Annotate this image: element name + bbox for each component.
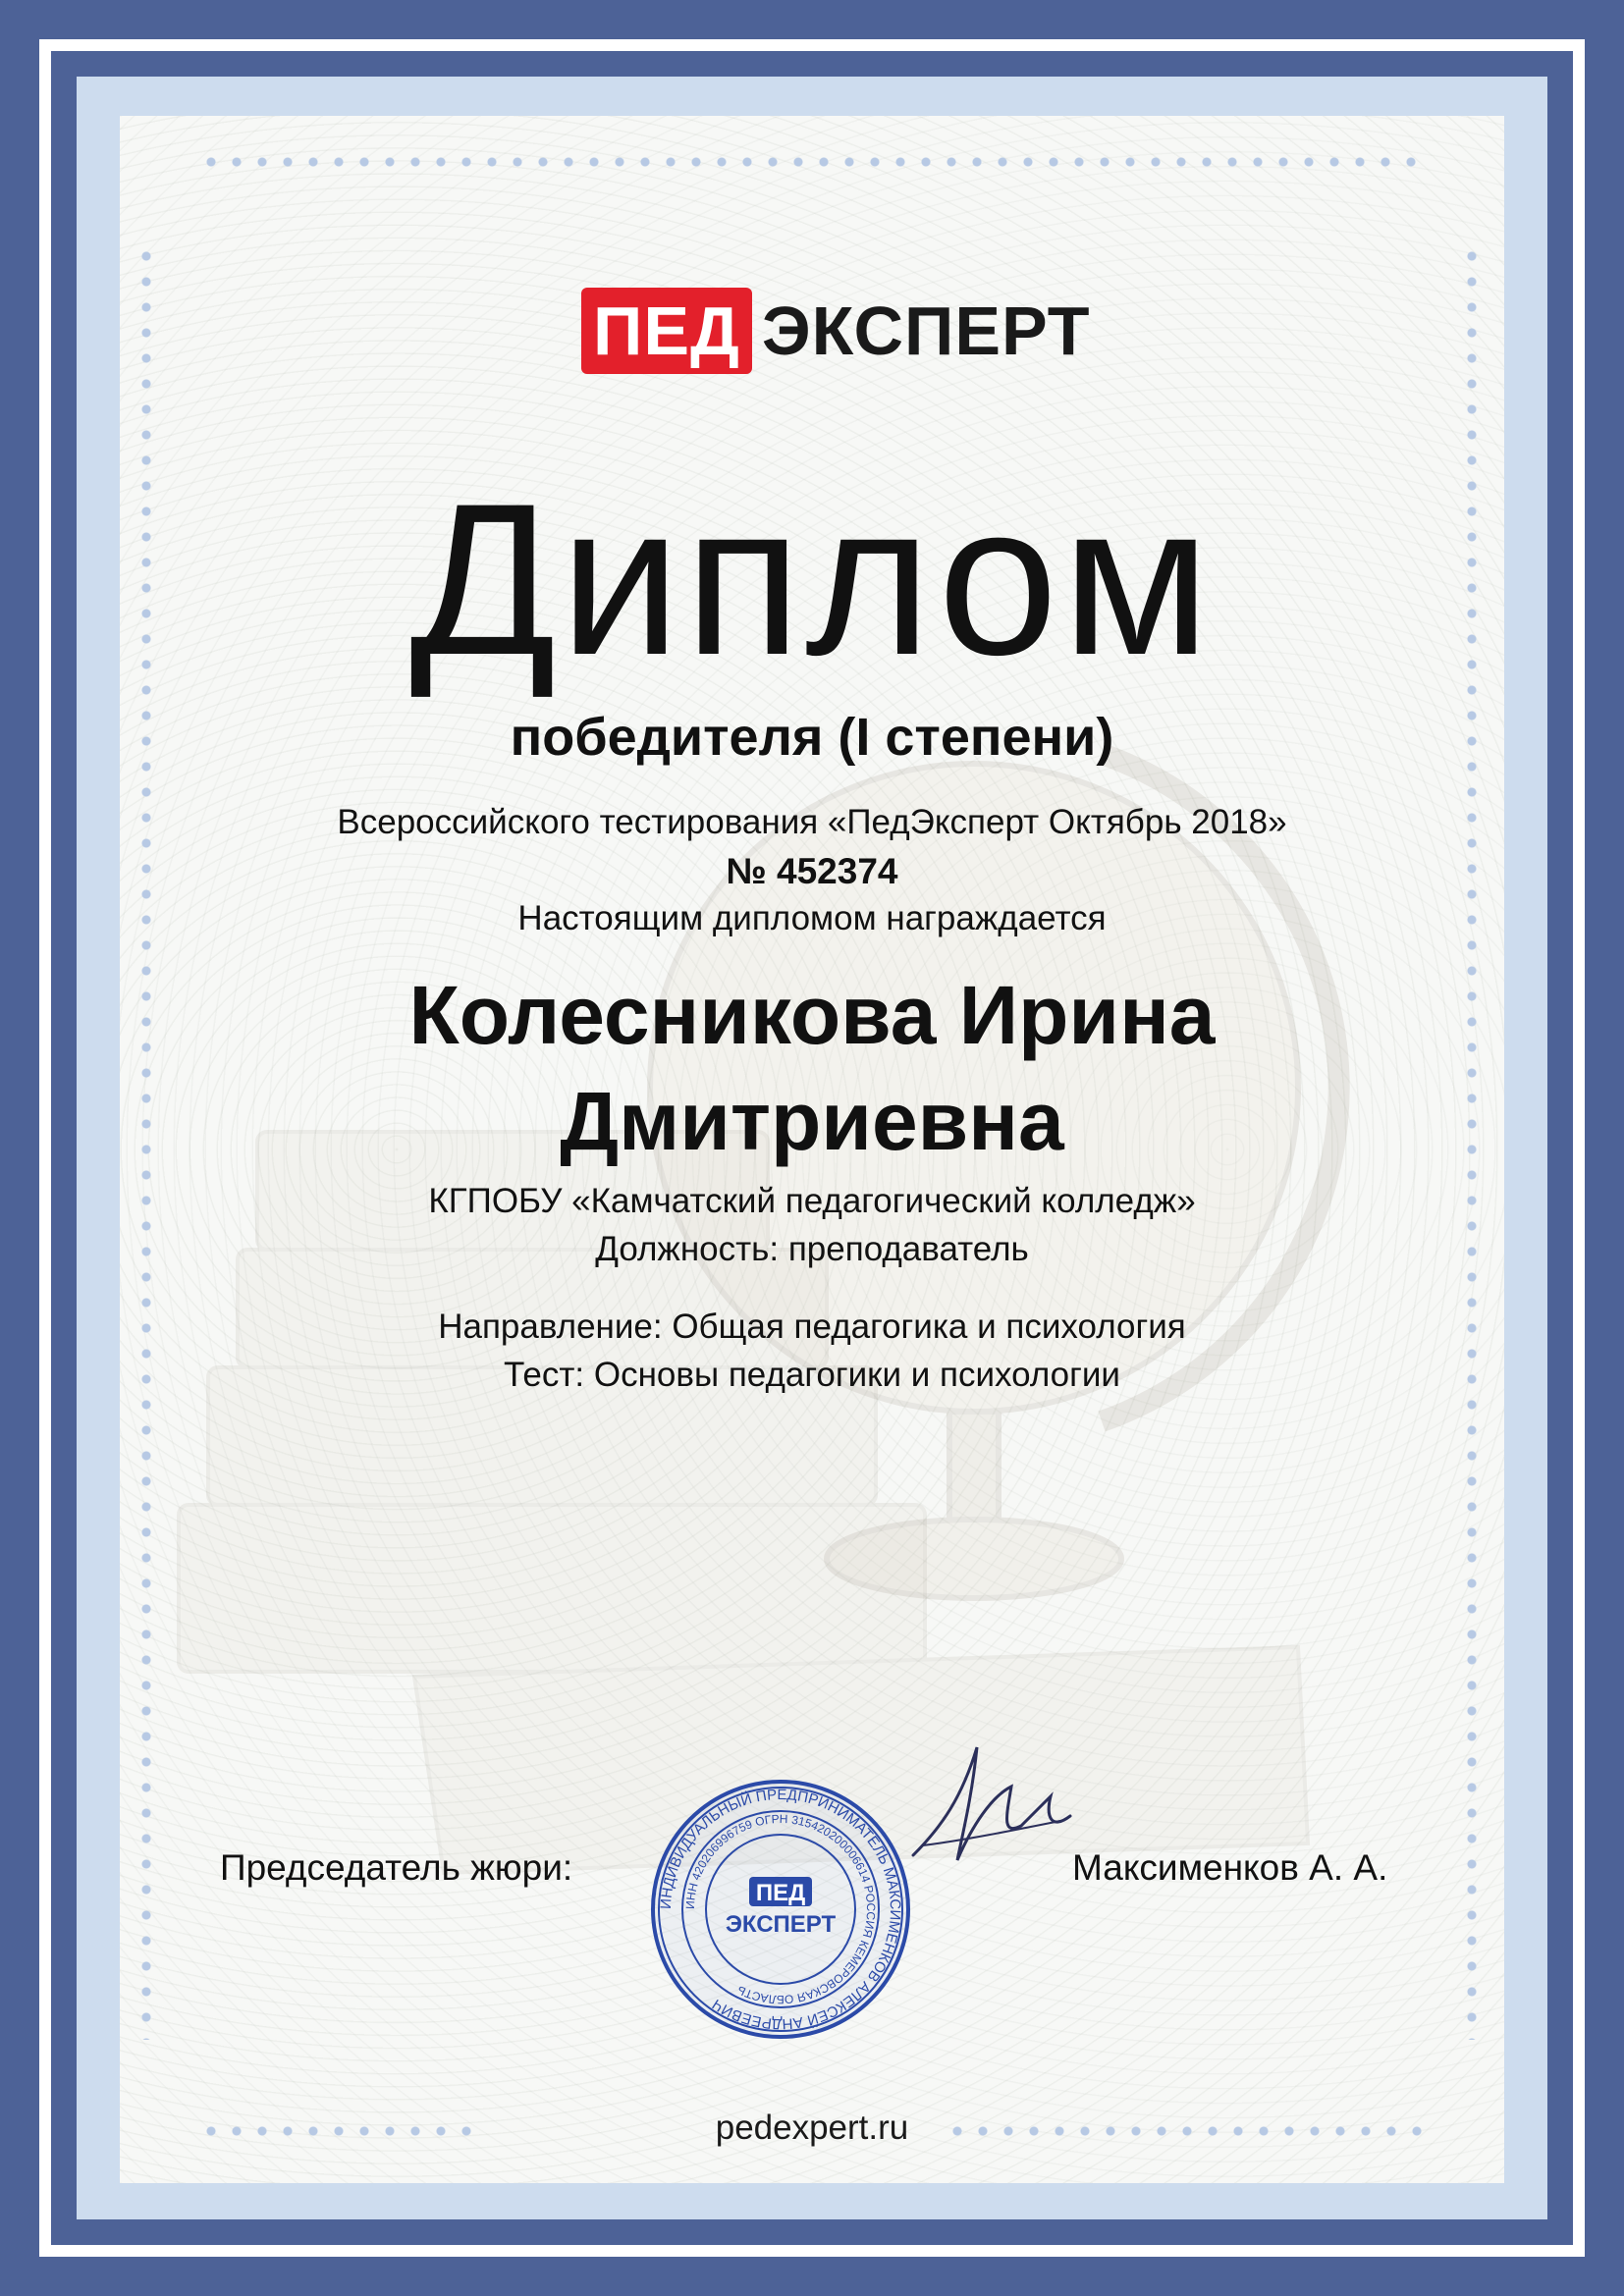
official-stamp xyxy=(648,1777,913,2042)
test-name: Тест: Основы педагогики и психологии xyxy=(504,1356,1120,1394)
top-ornament-band xyxy=(198,149,1426,175)
logo-red-part: ПЕД xyxy=(581,288,752,374)
stamp-ring-text: ИНДИВИДУАЛЬНЫЙ ПРЕДПРИНИМАТЕЛЬ МАКСИМЕНКОВ АЛЕКСЕЙ АНДРЕЕВИЧ xyxy=(657,1786,904,2033)
direction: Направление: Общая педагогика и психология xyxy=(438,1308,1186,1346)
stamp-logo-top: ПЕД xyxy=(755,1880,806,1906)
diploma-title: Диплом xyxy=(409,458,1215,700)
diploma-subtitle: победителя (I степени) xyxy=(510,708,1114,767)
event-name: Всероссийского тестирования «ПедЭксперт Октябрь 2018» xyxy=(337,803,1287,841)
position: Должность: преподаватель xyxy=(595,1230,1029,1268)
organization: КГПОБУ «Камчатский педагогический колледж» xyxy=(428,1182,1196,1220)
jury-chair-name: Максименков А. А. xyxy=(1072,1847,1388,1888)
recipient-name-line2: Дмитриевна xyxy=(560,1075,1064,1167)
stamp-logo-bottom: ЭКСПЕРТ xyxy=(725,1911,837,1938)
stamp-inner-text: ИНН 420206996759 ОГРН 315420200006614 РОССИЯ КЕМЕРОВСКАЯ ОБЛАСТЬ xyxy=(682,1811,879,2007)
awarded-text: Настоящим дипломом награждается xyxy=(517,899,1107,937)
diploma-number: № 452374 xyxy=(726,851,898,891)
pedexpert-logo xyxy=(581,287,1091,375)
handwritten-signature xyxy=(903,1737,1080,1875)
recipient-name-line1: Колесникова Ирина xyxy=(408,969,1216,1061)
website-url[interactable]: pedexpert.ru xyxy=(715,2109,909,2147)
recipient-name xyxy=(120,962,1504,1174)
jury-chair-label: Председатель жюри: xyxy=(220,1847,573,1888)
logo-dark-part: ЭКСПЕРТ xyxy=(761,293,1091,369)
